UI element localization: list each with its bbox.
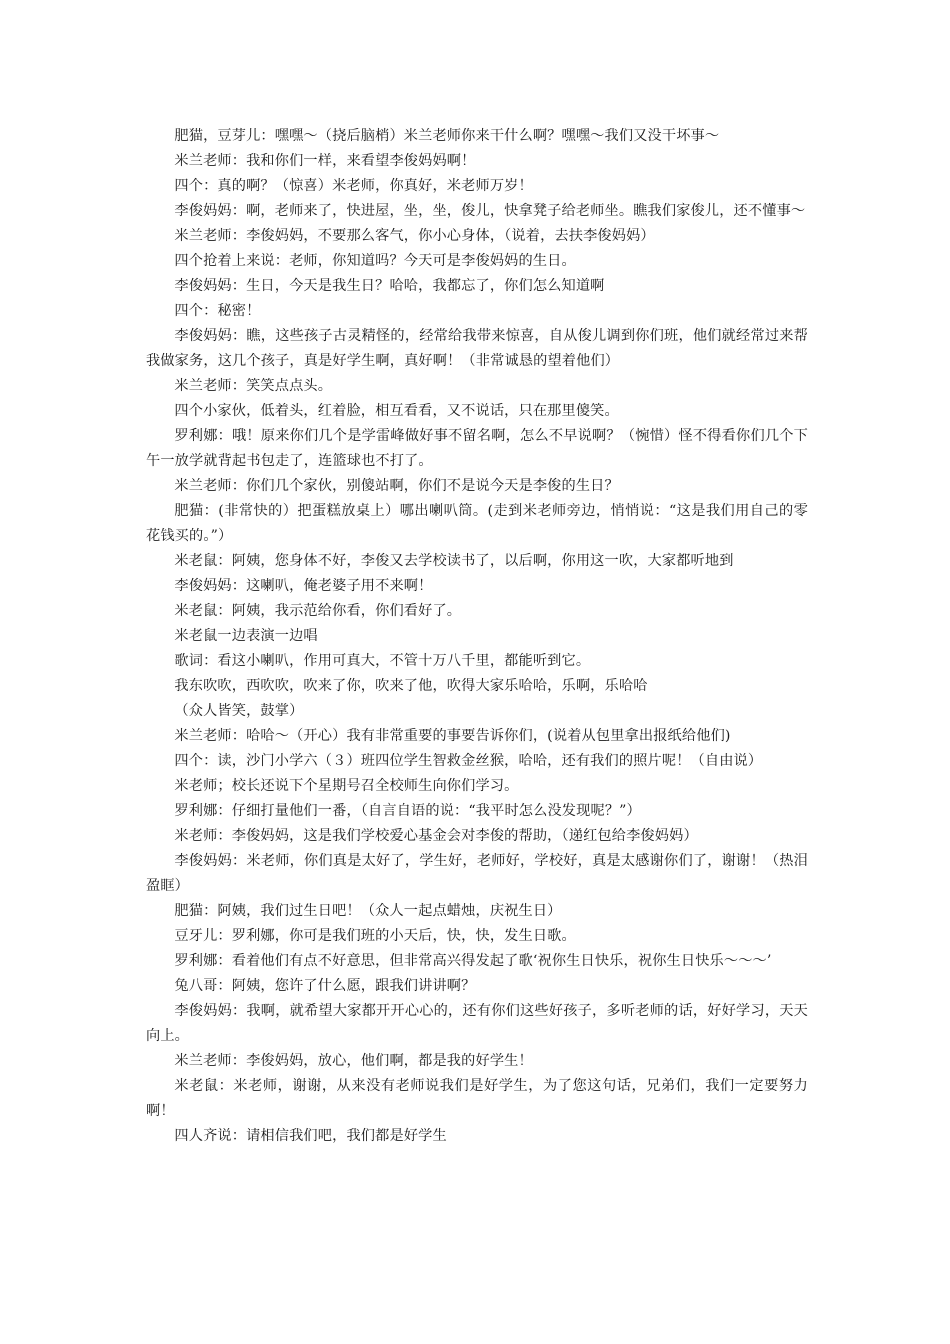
paragraph: 米老鼠：米老师，谢谢，从来没有老师说我们是好学生，为了您这句话，兄弟们，我们一定要努力啊！ bbox=[146, 1078, 808, 1119]
paragraph: 罗利娜：仔细打量他们一番，（自言自语的说：“我平时怎么没发现呢？”） bbox=[174, 803, 641, 819]
document-page bbox=[146, 124, 808, 1149]
paragraph: 米兰老师：笑笑点点头。 bbox=[174, 378, 333, 394]
paragraph: 米老师：李俊妈妈，这是我们学校爱心基金会对李俊的帮助，（递红包给李俊妈妈） bbox=[174, 828, 698, 844]
paragraph: 罗利娜：看着他们有点不好意思，但非常高兴得发起了歌‘祝你生日快乐，祝你生日快乐～～～’ bbox=[174, 953, 772, 969]
paragraph: 肥猫，豆芽儿：嘿嘿～（挠后脑梢）米兰老师你来干什么啊？嘿嘿～我们又没干坏事～ bbox=[174, 128, 720, 144]
paragraph: 李俊妈妈：瞧，这些孩子古灵精怪的，经常给我带来惊喜，自从俊儿调到你们班，他们就经常过来帮我做家务，这几个孩子，真是好学生啊，真好啊！（非常诚恳的望着他们） bbox=[146, 328, 808, 369]
paragraph: 米兰老师：李俊妈妈，不要那么客气，你小心身体，（说着，去扶李俊妈妈） bbox=[174, 228, 655, 244]
paragraph: 四个：秘密！ bbox=[174, 303, 261, 319]
paragraph: 李俊妈妈：米老师，你们真是太好了，学生好，老师好，学校好，真是太感谢你们了，谢谢！（热泪盈眶） bbox=[146, 853, 808, 894]
paragraph: 李俊妈妈：生日，今天是我生日？哈哈，我都忘了，你们怎么知道啊 bbox=[174, 278, 605, 294]
paragraph: 李俊妈妈：啊，老师来了，快进屋，坐，坐，俊儿，快拿凳子给老师坐。瞧我们家俊儿，还不懂事～ bbox=[174, 203, 806, 219]
paragraph: 李俊妈妈：这喇叭，俺老婆子用不来啊！ bbox=[174, 578, 433, 594]
paragraph: 四个：真的啊？（惊喜）米老师，你真好，米老师万岁！ bbox=[174, 178, 533, 194]
paragraph: 四个小家伙，低着头，红着脸，相互看看，又不说话，只在那里傻笑。 bbox=[174, 403, 619, 419]
paragraph: 罗利娜：哦！原来你们几个是学雷峰做好事不留名啊，怎么不早说啊？（惋惜）怪不得看你们几个下午一放学就背起书包走了，连篮球也不打了。 bbox=[146, 428, 808, 469]
paragraph: 米老鼠一边表演一边唱 bbox=[174, 628, 318, 644]
paragraph: 四人齐说：请相信我们吧，我们都是好学生 bbox=[174, 1128, 447, 1144]
paragraph: 米兰老师：李俊妈妈，放心，他们啊，都是我的好学生！ bbox=[174, 1053, 533, 1069]
paragraph: 豆牙儿：罗利娜，你可是我们班的小天后，快，快，发生日歌。 bbox=[174, 928, 576, 944]
paragraph: 米兰老师：你们几个家伙，别傻站啊，你们不是说今天是李俊的生日？ bbox=[174, 478, 619, 494]
paragraph: 李俊妈妈：我啊，就希望大家都开开心心的，还有你们这些好孩子，多听老师的话，好好学习，天天向上。 bbox=[146, 1003, 808, 1044]
paragraph: 肥猫：阿姨，我们过生日吧！（众人一起点蜡烛，庆祝生日） bbox=[174, 903, 562, 919]
paragraph: 兔八哥：阿姨，您许了什么愿，跟我们讲讲啊？ bbox=[174, 978, 476, 994]
paragraph: 米老鼠：阿姨，您身体不好，李俊又去学校读书了，以后啊，你用这一吹，大家都听地到 bbox=[174, 553, 734, 569]
paragraph: 米兰老师：我和你们一样，来看望李俊妈妈啊！ bbox=[174, 153, 476, 169]
paragraph: （众人皆笑，鼓掌） bbox=[174, 703, 304, 719]
paragraph: 肥猫：(非常快的）把蛋糕放桌上）哪出喇叭筒。(走到米老师旁边，悄悄说：“这是我们用自己的零花钱买的。”） bbox=[146, 503, 808, 544]
paragraph: 米老师；校长还说下个星期号召全校师生向你们学习。 bbox=[174, 778, 519, 794]
paragraph: 米兰老师：哈哈～（开心）我有非常重要的事要告诉你们，(说着从包里拿出报纸给他们) bbox=[174, 728, 731, 744]
paragraph: 歌词：看这小喇叭，作用可真大，不管十万八千里，都能听到它。 bbox=[174, 653, 591, 669]
paragraph: 四个：读，沙门小学六（３）班四位学生智救金丝猴，哈哈，还有我们的照片呢！（自由说） bbox=[174, 753, 763, 769]
paragraph: 米老鼠：阿姨，我示范给你看，你们看好了。 bbox=[174, 603, 462, 619]
paragraph: 四个抢着上来说：老师，你知道吗？今天可是李俊妈妈的生日。 bbox=[174, 253, 576, 269]
paragraph: 我东吹吹，西吹吹，吹来了你，吹来了他，吹得大家乐哈哈，乐啊，乐哈哈 bbox=[174, 678, 648, 694]
